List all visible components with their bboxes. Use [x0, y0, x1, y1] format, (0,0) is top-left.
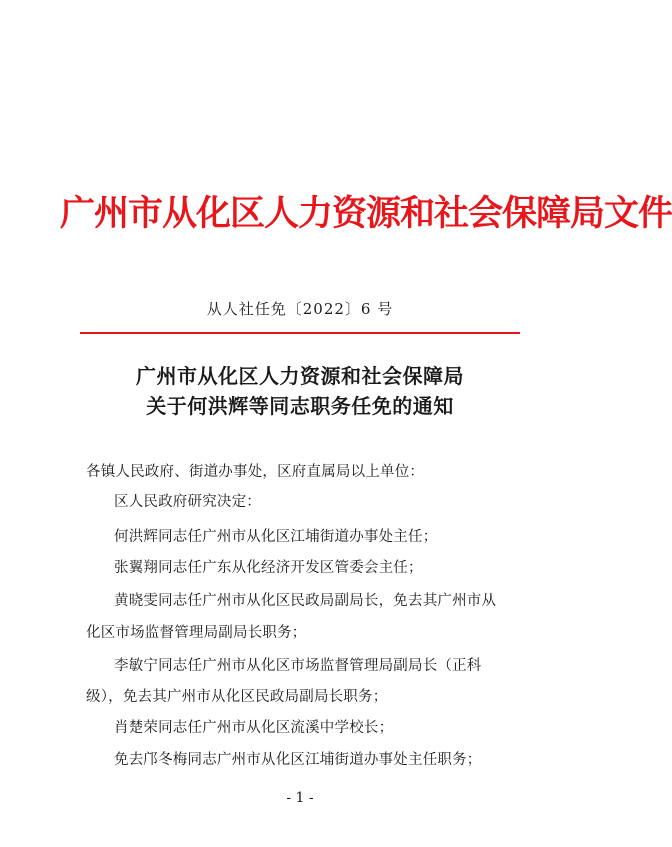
masthead-title: 广州市从化区人力资源和社会保障局文件 [60, 193, 672, 234]
red-divider-line [80, 332, 520, 334]
decision-statement: 区人民政府研究决定： [114, 494, 261, 510]
appointment-item: 何洪辉同志任广州市从化区江埔街道办事处主任； [114, 529, 438, 545]
document-number: 从人社任免〔2022〕6 号 [206, 300, 394, 318]
appointment-item-continuation: 化区市场监督管理局副局长职务； [86, 625, 307, 641]
salutation: 各镇人民政府、街道办事处，区府直属局以上单位： [86, 464, 425, 480]
notice-title-line-1: 广州市从化区人力资源和社会保障局 [136, 364, 464, 388]
appointment-item: 张翼翔同志任广东从化经济开发区管委会主任； [114, 560, 423, 576]
appointment-item: 肖楚荣同志任广州市从化区流溪中学校长； [114, 720, 394, 736]
appointment-item: 黄晓雯同志任广州市从化区民政局副局长，免去其广州市从 [114, 593, 497, 609]
appointment-item: 李敏宁同志任广州市从化区市场监督管理局副局长（正科 [114, 658, 482, 674]
notice-title-line-2: 关于何洪辉等同志职务任免的通知 [146, 394, 454, 418]
dismissal-item: 免去邝冬梅同志广州市从化区江埔街道办事处主任职务； [114, 752, 482, 768]
appointment-item-continuation: 级），免去其广州市从化区民政局副局长职务； [86, 689, 388, 705]
page-number: - 1 - [286, 790, 314, 806]
